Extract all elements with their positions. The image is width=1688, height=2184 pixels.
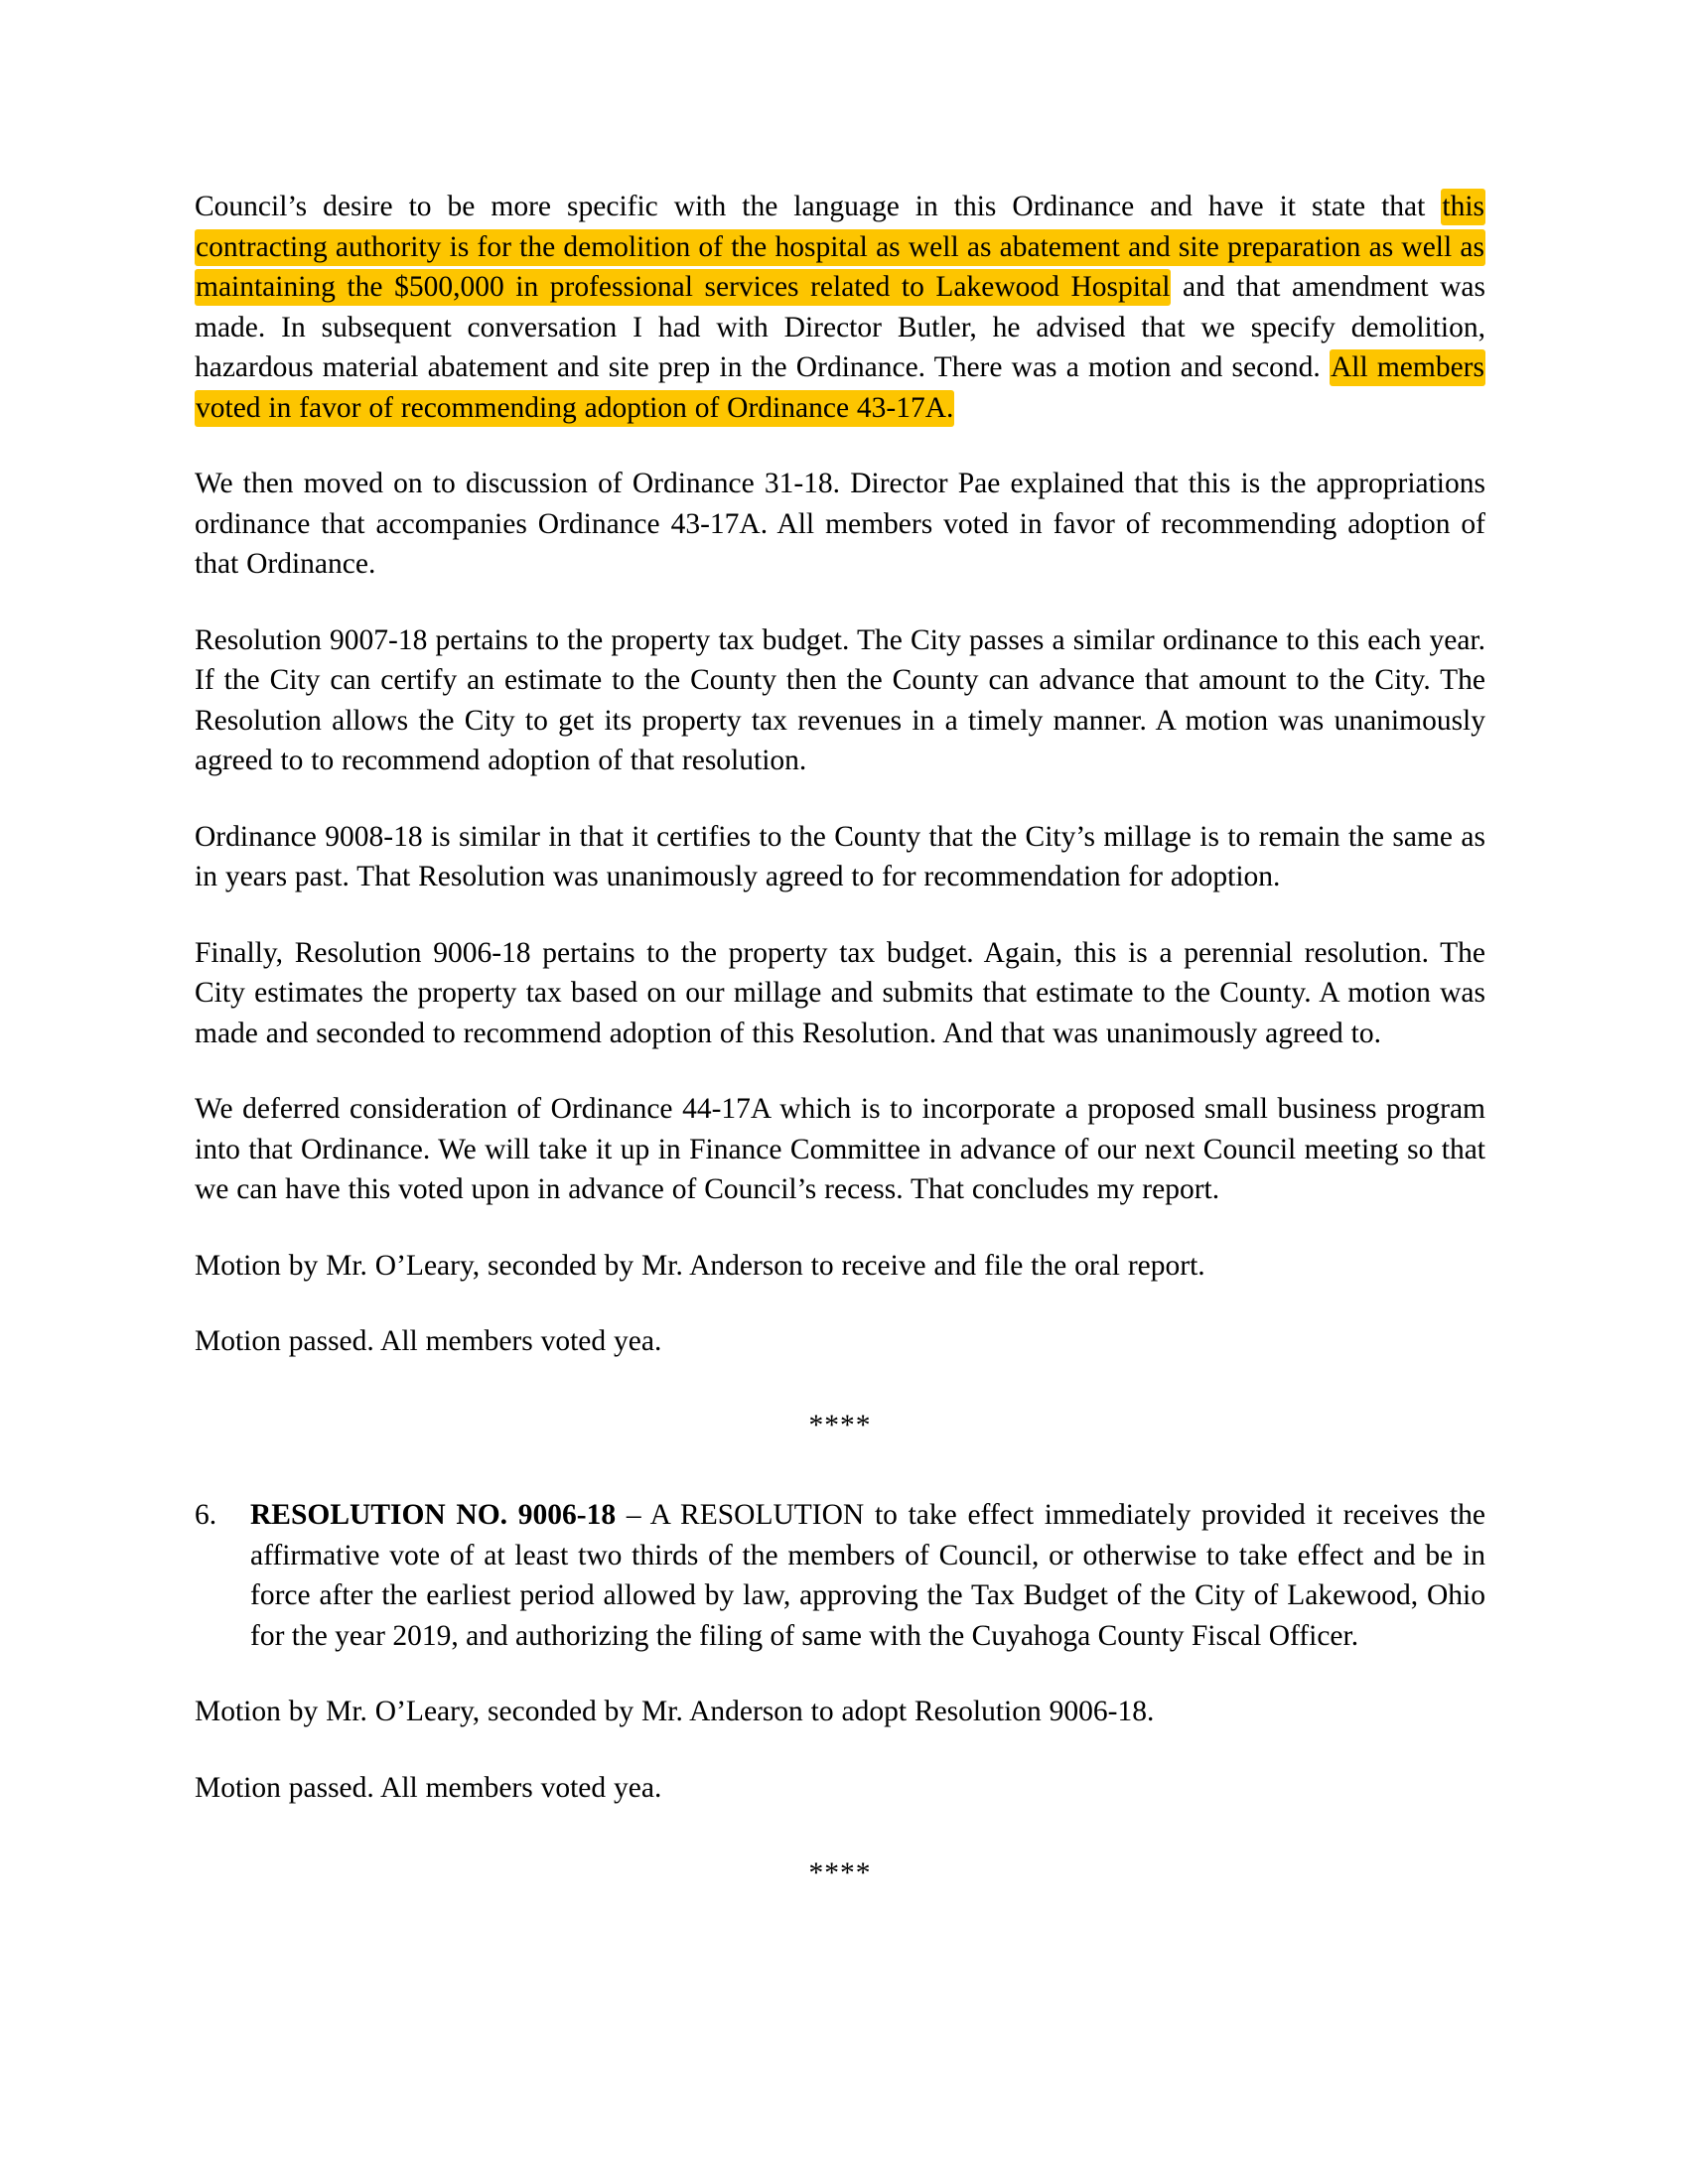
- paragraph-resolution-9007-18: Resolution 9007-18 pertains to the property tax budget. The City passes a similar ordinance to this each year. If the City can certify an estimate to the County then the County can advance that amount to the City. The Resolution allows the City to get its property tax revenues in a timely manner. A motion was unanimously agreed to to recommend adoption of that resolution.: [195, 623, 1485, 776]
- resolution-title: RESOLUTION NO. 9006-18: [250, 1499, 617, 1531]
- motion-receive-and-file-line2: Motion passed. All members voted yea.: [195, 1325, 662, 1357]
- motion-adopt-9006-18-line2: Motion passed. All members voted yea.: [195, 1771, 662, 1804]
- paragraph-ordinance-9008-18: Ordinance 9008-18 is similar in that it certifies to the County that the City’s millage is to remain the same as in years past. That Resolution was unanimously agreed to for recommendation for adoption.: [195, 820, 1485, 892]
- section-separator-asterisks-1: ****: [808, 1409, 872, 1441]
- paragraph-resolution-9006-18-report: Finally, Resolution 9006-18 pertains to the property tax budget. Again, this is a perennial resolution. The City estimates the property tax based on our millage and submits that estimate to the County. A motion was made and seconded to recommend adoption of this Resolution. And that was unanimously agreed to.: [195, 936, 1485, 1049]
- page-content: [195, 187, 1485, 1894]
- agenda-item-number: 6.: [195, 1499, 217, 1531]
- highlight-all-members-voted: All members voted in favor of recommending adoption of Ordinance 43-17A.: [195, 349, 1485, 427]
- p1-segment-plain-2: and that amendment was made. In subsequent conversation I had with Director Butler, he advised that we specify demolition, hazardous material abatement and site prep in the Ordinance. There was a motion and second.: [195, 271, 1485, 383]
- agenda-item-resolution-9006-18: [195, 1495, 1485, 1656]
- motion-adopt-9006-18-line1: Motion by Mr. O’Leary, seconded by Mr. Anderson to adopt Resolution 9006-18.: [195, 1696, 1155, 1727]
- highlight-contracting-authority: this contracting authority is for the demolition of the hospital as well as abatement and site preparation as well as maintaining the $500,000 in professional services related to Lakewood Hospital: [195, 189, 1485, 306]
- paragraph-council-desire: [195, 187, 1485, 428]
- motion-receive-and-file-line1: Motion by Mr. O’Leary, seconded by Mr. Anderson to receive and file the oral report.: [195, 1249, 1205, 1282]
- section-separator-asterisks-2: ****: [808, 1857, 872, 1889]
- paragraph-ordinance-31-18: We then moved on to discussion of Ordinance 31-18. Director Pae explained that this is the appropriations ordinance that accompanies Ordinance 43-17A. All members voted in favor of recommending adoption of that Ordinance.: [195, 468, 1485, 580]
- p1-segment-plain-1: Council’s desire to be more specific with the language in this Ordinance and have it state that: [195, 191, 1442, 222]
- resolution-body-text: – A RESOLUTION to take effect immediately provided it receives the affirmative vote of at least two thirds of the members of Council, or otherwise to take effect and be in force after the earliest period allowed by law, approving the Tax Budget of the City of Lakewood, Ohio for the year 2019, and authorizing the filing of same with the Cuyahoga County Fiscal Officer.: [250, 1499, 1486, 1652]
- paragraph-ordinance-44-17A-deferred: We deferred consideration of Ordinance 44-17A which is to incorporate a proposed small business program into that Ordinance. We will take it up in Finance Committee in advance of our next Council meeting so that we can have this voted upon in advance of Council’s recess. That concludes my report.: [195, 1093, 1485, 1205]
